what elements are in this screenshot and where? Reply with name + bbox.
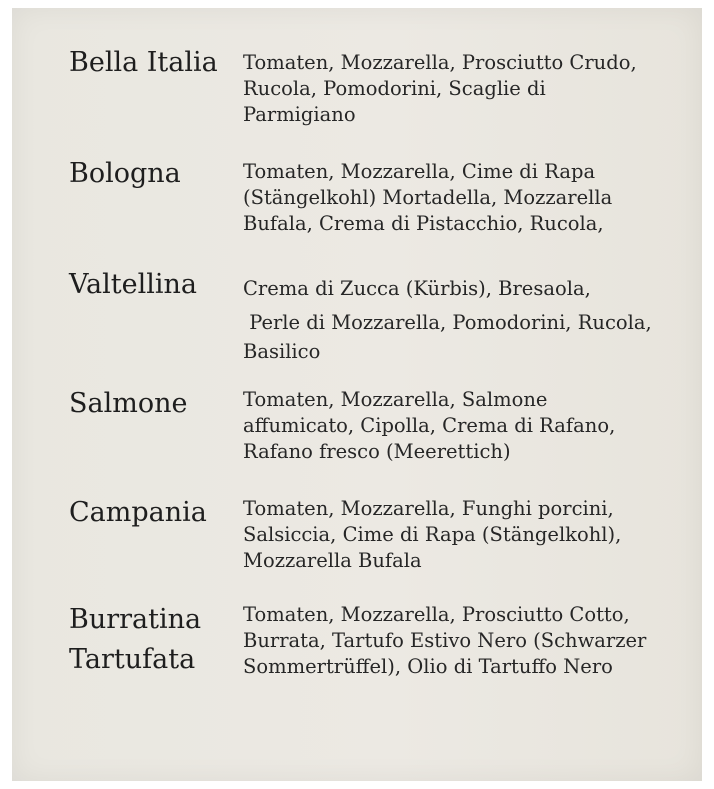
pizza-ingredients — [243, 159, 693, 237]
ingredient-line: Burrata, Tartufo Estivo Nero (Schwarzer — [243, 629, 647, 652]
ingredient-line: Rafano fresco (Meerettich) — [243, 440, 511, 463]
ingredient-line: Tomaten, Mozzarella, Prosciutto Crudo, — [243, 51, 637, 74]
ingredient-line: Tomaten, Mozzarella, Prosciutto Cotto, — [243, 603, 630, 626]
ingredient-line: Sommertrüffel), Olio di Tartuffo Nero — [243, 655, 613, 678]
ingredient-line: Tomaten, Mozzarella, Funghi porcini, — [243, 497, 614, 520]
ingredient-line: Tomaten, Mozzarella, Cime di Rapa — [243, 160, 596, 183]
pizza-name: Salmone — [69, 388, 188, 419]
pizza-name: Bella Italia — [69, 47, 218, 78]
pizza-ingredients — [243, 496, 693, 574]
pizza-name: Campania — [69, 497, 207, 528]
pizza-ingredients — [243, 50, 693, 128]
pizza-name: Burratina Tartufata — [69, 604, 202, 675]
ingredient-line: Crema di Zucca (Kürbis), Bresaola, — [243, 277, 591, 300]
ingredient-line: Bufala, Crema di Pistacchio, Rucola, — [243, 212, 604, 235]
pizza-name: Bologna — [69, 158, 181, 189]
ingredient-line: Rucola, Pomodorini, Scaglie di — [243, 77, 546, 100]
pizza-name: Valtellina — [69, 269, 197, 300]
pizza-ingredients — [243, 272, 693, 364]
ingredient-line: affumicato, Cipolla, Crema di Rafano, — [243, 414, 616, 437]
pizza-ingredients — [243, 387, 693, 465]
ingredient-line: Parmigiano — [243, 103, 356, 126]
ingredient-line: Basilico — [243, 340, 321, 363]
pizza-ingredients — [243, 602, 693, 680]
ingredient-line: Salsiccia, Cime di Rapa (Stängelkohl), — [243, 523, 622, 546]
menu-page — [12, 8, 702, 781]
ingredient-line: (Stängelkohl) Mortadella, Mozzarella — [243, 186, 613, 209]
ingredient-line: Mozzarella Bufala — [243, 549, 422, 572]
ingredient-line: Perle di Mozzarella, Pomodorini, Rucola, — [243, 311, 652, 334]
ingredient-line: Tomaten, Mozzarella, Salmone — [243, 388, 548, 411]
